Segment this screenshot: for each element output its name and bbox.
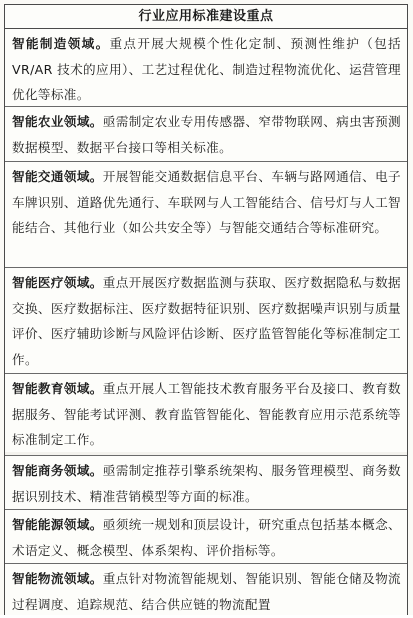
table-row-education	[5, 374, 407, 453]
table-row-commerce	[5, 456, 407, 510]
table-row-medical	[5, 268, 407, 374]
row-body: 亟须统一规划和顶层设计，研究重点包括基本概念、术语定义、概念模型、体系架构、评价指标等。	[12, 517, 401, 558]
row-body: 开展智能交通数据信息平台、车辆与路网通信、电子车牌识别、道路优先通行、车联网与人工智能结合、信号灯与人工智能结合、其他行业（如公共安全等）与智能交通结合等标准研究。	[12, 169, 401, 235]
row-heading: 智能能源领域。	[12, 517, 103, 532]
table-row-energy	[5, 510, 407, 564]
table-title: 行业应用标准建设重点	[5, 5, 407, 29]
row-body: 重点开展大规模个性化定制、预测性维护（包括 VR/AR 技术的应用）、工艺过程优化、制造过程物流优化、运营管理优化等标准。	[12, 36, 401, 102]
table-row-agriculture	[5, 107, 407, 162]
row-heading: 智能医疗领域。	[12, 275, 103, 290]
row-body: 重点开展人工智能技术教育服务平台及接口、教育数据服务、智能考试评测、教育监管智能化、智能教育应用示范系统等标准制定工作。	[12, 381, 401, 447]
table-row-transportation	[5, 162, 407, 268]
row-body: 重点针对物流智能规划、智能识别、智能仓储及物流过程调度、追踪规范、结合供应链的物流配置	[12, 571, 401, 612]
row-body: 重点开展医疗数据监测与获取、医疗数据隐私与数据交换、医疗数据标注、医疗数据特征识别、医疗数据噪声识别与质量评价、医疗辅助诊断与风险评估诊断、医疗监管智能化等标准制定工作。	[12, 275, 401, 367]
table-row-manufacturing	[5, 29, 407, 107]
row-body: 亟需制定推荐引擎系统架构、服务管理模型、商务数据识别技术、精准营销模型等方面的标准。	[12, 463, 401, 504]
row-heading: 智能物流领域。	[12, 571, 103, 586]
row-heading: 智能制造领域。	[12, 36, 110, 51]
row-heading: 智能商务领域。	[12, 463, 103, 478]
row-body: 亟需制定农业专用传感器、窄带物联网、病虫害预测数据模型、数据平台接口等相关标准。	[12, 114, 401, 155]
row-heading: 智能农业领域。	[12, 114, 103, 129]
standards-table	[4, 4, 408, 615]
row-heading: 智能交通领域。	[12, 169, 103, 184]
table-row-logistics	[5, 564, 407, 618]
row-heading: 智能教育领域。	[12, 381, 103, 396]
